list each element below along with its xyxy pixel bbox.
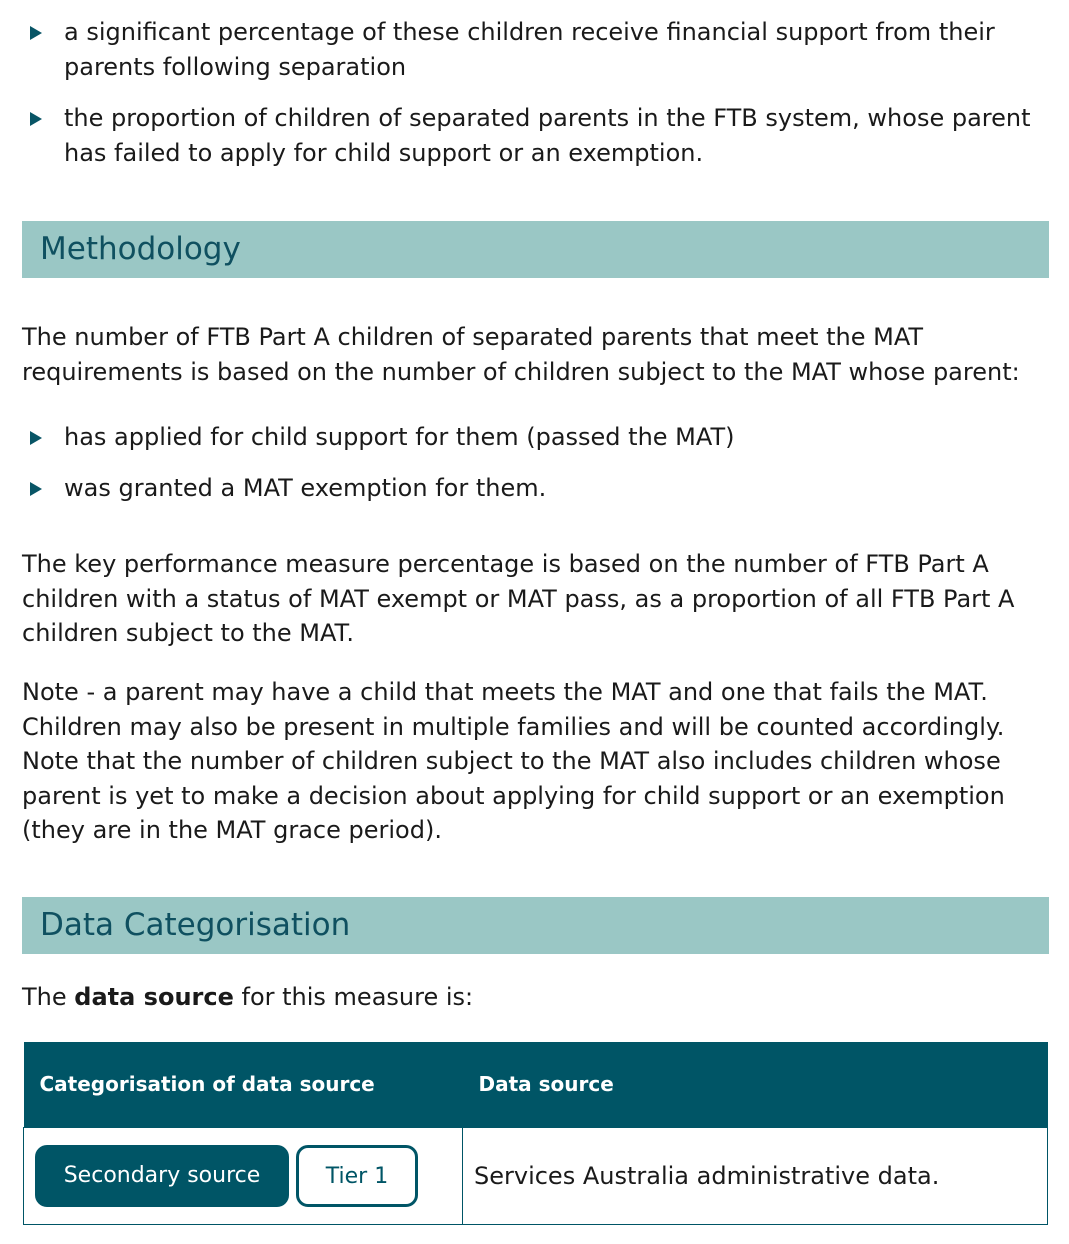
list-item-text: was granted a MAT exemption for them. bbox=[64, 474, 547, 502]
methodology-intro: The number of FTB Part A children of separated parents that meet the MAT requirements is based on the number of children subject to the MAT whose parent: bbox=[22, 323, 1020, 386]
triangle-bullet-icon bbox=[30, 431, 42, 445]
note-paragraph: Note - a parent may have a child that meets the MAT and one that fails the MAT. Children may also be present in multiple families and will be counted accordingly. Note that the number of children subject to the MAT also includes children whose parent is yet to make a decision about applying for child support or an exemption (they are in the MAT grace period). bbox=[22, 678, 1005, 844]
list-item bbox=[22, 420, 1042, 455]
data-source-table bbox=[23, 1042, 1048, 1225]
list-item-text: has applied for child support for them (passed the MAT) bbox=[64, 423, 735, 451]
methodology-heading: Methodology bbox=[22, 221, 1049, 278]
list-item bbox=[22, 15, 1042, 85]
intro-prefix: The bbox=[22, 983, 75, 1011]
categorisation-cell bbox=[24, 1127, 463, 1224]
triangle-bullet-icon bbox=[30, 26, 42, 40]
eligibility-bullet-list bbox=[22, 15, 1042, 171]
data-source-cell: Services Australia administrative data. bbox=[463, 1127, 1048, 1224]
kpm-paragraph: The key performance measure percentage is based on the number of FTB Part A children with a status of MAT exempt or MAT pass, as a proportion of all FTB Part A children subject to the MAT. bbox=[22, 550, 1015, 647]
triangle-bullet-icon bbox=[30, 112, 42, 126]
tier-badge: Tier 1 bbox=[296, 1145, 418, 1207]
triangle-bullet-icon bbox=[30, 482, 42, 496]
list-item bbox=[22, 101, 1042, 171]
column-header-data-source: Data source bbox=[463, 1042, 1048, 1127]
methodology-bullet-list bbox=[22, 420, 1042, 506]
data-categorisation-heading: Data Categorisation bbox=[22, 897, 1049, 954]
list-item-text: the proportion of children of separated parents in the FTB system, whose parent has failed to apply for child support or an exemption. bbox=[64, 104, 1031, 167]
table-row bbox=[24, 1127, 1048, 1224]
column-header-categorisation: Categorisation of data source bbox=[24, 1042, 463, 1127]
intro-bold-term: data source bbox=[74, 983, 234, 1011]
list-item bbox=[22, 471, 1042, 506]
intro-suffix: for this measure is: bbox=[233, 983, 474, 1011]
list-item-text: a significant percentage of these children receive financial support from their parents following separation bbox=[64, 18, 995, 81]
table-header-row bbox=[24, 1042, 1048, 1127]
data-source-intro bbox=[22, 980, 1052, 1015]
secondary-source-badge: Secondary source bbox=[35, 1145, 289, 1207]
